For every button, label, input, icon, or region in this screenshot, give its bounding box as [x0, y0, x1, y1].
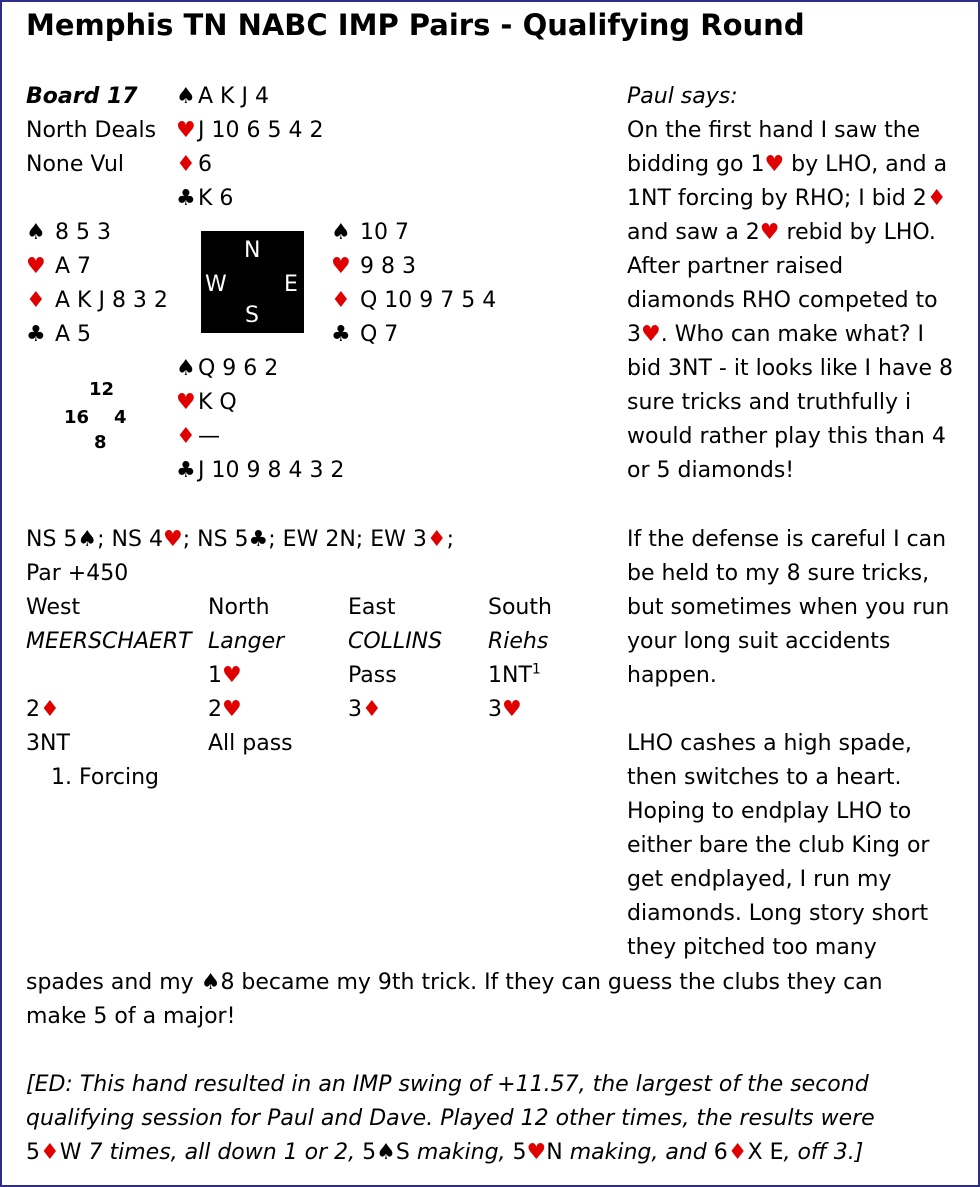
- commentary-line: 3♥. Who can make what? I: [627, 322, 924, 347]
- editor-note-line: 5♦W 7 times, all down 1 or 2, 5♠S making, 5♥N making, and 6♦X E, off 3.]: [26, 1140, 864, 1165]
- player-west: MEERSCHAERT: [26, 629, 192, 654]
- hcp-west: 16: [64, 407, 90, 428]
- diamond-icon: ♦: [176, 424, 196, 449]
- commentary-line: spades and my ♠8 became my 9th trick. If they can guess the clubs they can: [26, 970, 883, 995]
- bid-west-3: 3NT: [26, 731, 70, 756]
- north-clubs: ♣ K 6: [176, 182, 233, 216]
- south-clubs: ♣ J 10 9 8 4 3 2: [176, 454, 344, 488]
- south-diamonds: ♦ —: [176, 420, 220, 454]
- commentary-line: but sometimes when you run: [627, 595, 950, 620]
- bid-east-2: 3♦: [348, 697, 382, 722]
- club-icon: ♣: [176, 458, 196, 483]
- compass-north: N: [244, 238, 261, 263]
- commentary-line: If the defense is careful I can: [627, 527, 947, 552]
- east-clubs: ♣ Q 7: [331, 318, 398, 352]
- auction-footnote: 1. Forcing: [51, 765, 159, 790]
- west-hearts: ♥ A 7: [26, 250, 91, 284]
- east-hearts: ♥ 9 8 3: [331, 250, 416, 284]
- hcp-east: 4: [114, 407, 127, 428]
- commentary-line: 1NT forcing by RHO; I bid 2♦: [627, 186, 947, 211]
- commentary-line: After partner raised: [627, 254, 844, 279]
- player-east: COLLINS: [348, 629, 443, 654]
- diamond-icon: ♦: [727, 1140, 748, 1165]
- diamond-icon: ♦: [362, 697, 382, 722]
- commentary-line: either bare the club King or: [627, 833, 930, 858]
- commentary-line: bid 3NT - it looks like I have 8: [627, 356, 953, 381]
- editor-note-line: qualifying session for Paul and Dave. Played 12 other times, the results were: [26, 1106, 875, 1131]
- diamond-icon: ♦: [26, 288, 46, 313]
- commentary-line: diamonds. Long story short: [627, 901, 929, 926]
- heart-icon: ♥: [176, 390, 196, 415]
- heart-icon: ♥: [222, 663, 242, 688]
- south-spades: ♠ Q 9 6 2: [176, 352, 278, 386]
- bid-north-2: 2♥: [208, 697, 242, 722]
- commentary-line: be held to my 8 sure tricks,: [627, 561, 930, 586]
- diamond-icon: ♦: [40, 697, 60, 722]
- club-icon: ♣: [176, 186, 196, 211]
- board-label: Board 17: [26, 84, 138, 109]
- heart-icon: ♥: [641, 322, 661, 347]
- heart-icon: ♥: [526, 1140, 547, 1165]
- south-hearts: ♥ K Q: [176, 386, 237, 420]
- spade-icon: ♠: [176, 356, 196, 381]
- compass-east: E: [284, 272, 298, 297]
- spade-icon: ♠: [77, 527, 98, 552]
- commentary-line: they pitched too many: [627, 935, 877, 960]
- bid-east-1: Pass: [348, 663, 397, 688]
- commentary-line: LHO cashes a high spade,: [627, 731, 912, 756]
- diamond-icon: ♦: [176, 152, 196, 177]
- hcp-south: 8: [94, 432, 107, 453]
- commentary-line: or 5 diamonds!: [627, 458, 795, 483]
- west-diamonds: ♦ A K J 8 3 2: [26, 284, 168, 318]
- heart-icon: ♥: [764, 152, 785, 177]
- west-clubs: ♣ A 5: [26, 318, 91, 352]
- spade-icon: ♠: [376, 1140, 396, 1165]
- bid-south-2: 3♥: [488, 697, 522, 722]
- commentary-line: make 5 of a major!: [26, 1004, 236, 1029]
- commentary-line: diamonds RHO competed to: [627, 288, 938, 313]
- commentary-line: sure tricks and truthfully i: [627, 390, 912, 415]
- heart-icon: ♥: [162, 527, 183, 552]
- heart-icon: ♥: [759, 220, 780, 245]
- heart-icon: ♥: [331, 254, 351, 279]
- heart-icon: ♥: [222, 697, 242, 722]
- compass-west: W: [205, 272, 227, 297]
- spade-icon: ♠: [26, 220, 46, 245]
- dealer-label: North Deals: [26, 118, 157, 143]
- commentary-line: would rather play this than 4: [627, 424, 946, 449]
- compass-box: [201, 231, 304, 333]
- club-icon: ♣: [26, 322, 46, 347]
- player-north: Langer: [208, 629, 285, 654]
- bid-north-1: 1♥: [208, 663, 242, 688]
- commentary-line: On the first hand I saw the: [627, 118, 921, 143]
- north-diamonds: ♦ 6: [176, 148, 212, 182]
- commentary-line: then switches to a heart.: [627, 765, 902, 790]
- bid-south-1: $1NT^1$: [488, 661, 541, 688]
- page-title: Memphis TN NABC IMP Pairs - Qualifying Round: [26, 8, 805, 42]
- west-spades: ♠ 8 5 3: [26, 216, 111, 250]
- player-south: Riehs: [488, 629, 549, 654]
- spade-icon: ♠: [176, 84, 196, 109]
- commentary-line: get endplayed, I run my: [627, 867, 892, 892]
- auction-header-west: West: [26, 595, 81, 620]
- vul-label: None Vul: [26, 152, 125, 177]
- bid-west-2: 2♦: [26, 697, 60, 722]
- makeable-contracts: NS 5♠; NS 4♥; NS 5♣; EW 2N; EW 3♦;: [26, 527, 454, 552]
- par-score: Par +450: [26, 561, 129, 586]
- north-spades: ♠ A K J 4: [176, 80, 269, 114]
- diamond-icon: ♦: [926, 186, 947, 211]
- north-hearts: ♥ J 10 6 5 4 2: [176, 114, 323, 148]
- diamond-icon: ♦: [426, 527, 447, 552]
- spade-icon: ♠: [200, 970, 221, 995]
- compass-south: S: [245, 303, 259, 328]
- auction-header-north: North: [208, 595, 270, 620]
- auction-header-south: South: [488, 595, 552, 620]
- east-spades: ♠ 10 7: [331, 216, 409, 250]
- auction-header-east: East: [348, 595, 396, 620]
- commentary-line: your long suit accidents: [627, 629, 891, 654]
- hcp-north: 12: [89, 379, 115, 400]
- editor-note-line: [ED: This hand resulted in an IMP swing of +11.57, the largest of the second: [26, 1072, 869, 1097]
- heart-icon: ♥: [176, 118, 196, 143]
- commentary-line: happen.: [627, 663, 717, 688]
- commentary-line: bidding go 1♥ by LHO, and a: [627, 152, 948, 177]
- commentary-line: and saw a 2♥ rebid by LHO.: [627, 220, 936, 245]
- diamond-icon: ♦: [331, 288, 351, 313]
- diamond-icon: ♦: [40, 1140, 60, 1165]
- spade-icon: ♠: [331, 220, 351, 245]
- east-diamonds: ♦ Q 10 9 7 5 4: [331, 284, 496, 318]
- heart-icon: ♥: [502, 697, 522, 722]
- club-icon: ♣: [248, 527, 269, 552]
- commentary-line: Hoping to endplay LHO to: [627, 799, 912, 824]
- club-icon: ♣: [331, 322, 351, 347]
- commentary-heading: Paul says:: [627, 84, 738, 109]
- heart-icon: ♥: [26, 254, 46, 279]
- bid-north-3: All pass: [208, 731, 293, 756]
